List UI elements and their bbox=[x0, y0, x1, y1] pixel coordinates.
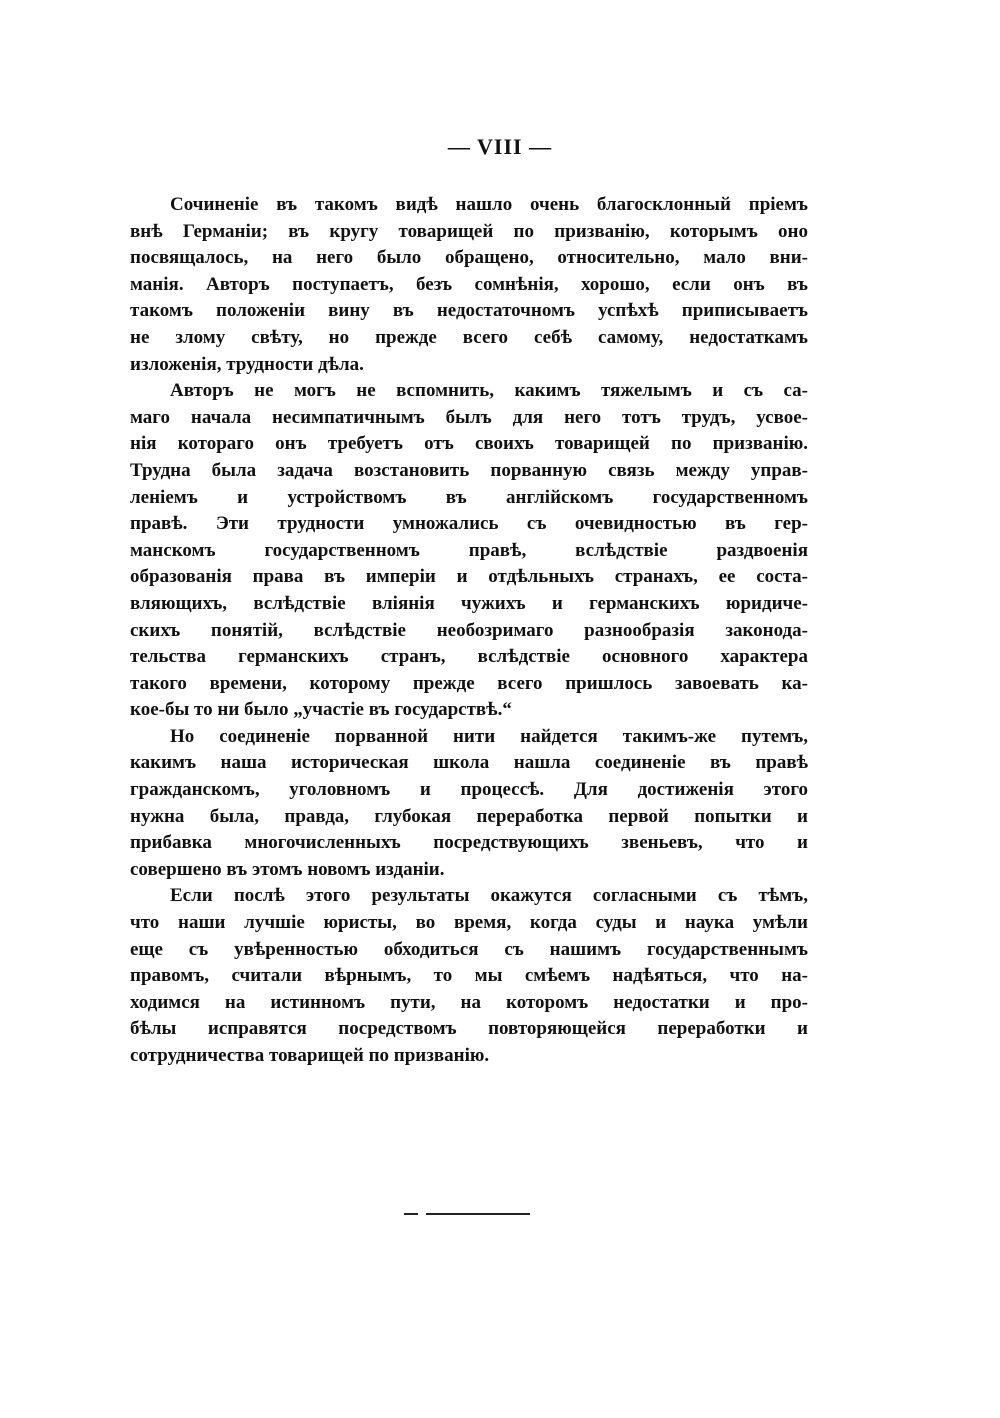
end-ornament-rule bbox=[404, 1212, 530, 1216]
text-line: нія котораго онъ требуетъ отъ своихъ товарищей по призванію. bbox=[130, 433, 808, 455]
text-line: образованія права въ имперіи и отдѣльныхъ странахъ, ее соста- bbox=[130, 566, 808, 588]
text-line: посвящалось, на него было обращено, относительно, мало вни- bbox=[130, 247, 808, 269]
text-line: правѣ. Эти трудности умножались съ очевидностью въ гер- bbox=[130, 513, 808, 535]
text-line: леніемъ и устройствомъ въ англійскомъ государственномъ bbox=[130, 486, 808, 508]
text-line: правомъ, считали вѣрнымъ, то мы смѣемъ надѣяться, что на- bbox=[130, 965, 808, 987]
text-line: Но соединеніе порванной нити найдется такимъ-же путемъ, bbox=[170, 725, 808, 747]
text-line: прибавка многочисленныхъ посредствующихъ звеньевъ, что и bbox=[130, 832, 808, 854]
body-text bbox=[130, 192, 808, 1070]
text-line: такого времени, которому прежде всего пришлось завоевать ка- bbox=[130, 672, 808, 694]
ornament-dash-long bbox=[426, 1213, 530, 1215]
text-line: вляющихъ, вслѣдствіе вліянія чужихъ и германскихъ юридиче- bbox=[130, 592, 808, 614]
text-line: Авторъ не могъ не вспомнить, какимъ тяжелымъ и съ са- bbox=[170, 380, 808, 402]
text-line: внѣ Германіи; въ кругу товарищей по призванію, которымъ оно bbox=[130, 220, 808, 242]
text-line: что наши лучшіе юристы, во время, когда суды и наука умѣли bbox=[130, 912, 808, 934]
text-line: гражданскомъ, уголовномъ и процессѣ. Для достиженія этого bbox=[130, 779, 808, 801]
text-line: манскомъ государственномъ правѣ, вслѣдствіе раздвоенія bbox=[130, 539, 808, 561]
text-line: Сочиненіе въ такомъ видѣ нашло очень благосклонный пріемъ bbox=[170, 194, 808, 215]
text-line: сотрудничества товарищей по призванію. bbox=[130, 1045, 490, 1066]
page-number: — VIII — bbox=[447, 134, 553, 159]
text-line: совершено въ этомъ новомъ изданіи. bbox=[130, 858, 445, 880]
text-line: изложенія, трудности дѣла. bbox=[130, 353, 364, 375]
text-line: ходимся на истинномъ пути, на которомъ недостатки и про- bbox=[130, 991, 808, 1013]
text-line: еще съ увѣренностью обходиться съ нашимъ государственнымъ bbox=[130, 938, 808, 960]
text-line: манія. Авторъ поступаетъ, безъ сомнѣнія, хорошо, если онъ въ bbox=[130, 273, 808, 295]
text-line: бѣлы исправятся посредствомъ повторяющейся переработки и bbox=[130, 1018, 808, 1040]
text-line: такомъ положеніи вину въ недостаточномъ успѣхѣ приписываетъ bbox=[130, 300, 808, 322]
text-line: Трудна была задача возстановить порванную связь между управ- bbox=[130, 459, 808, 481]
text-line: какимъ наша историческая школа нашла соединеніе въ правѣ bbox=[130, 752, 808, 774]
text-line: кое-бы то ни было „участіе въ государствѣ.“ bbox=[130, 699, 512, 721]
text-line: тельства германскихъ странъ, вслѣдствіе основного характера bbox=[130, 646, 808, 668]
text-line: нужна была, правда, глубокая переработка первой попытки и bbox=[130, 805, 808, 827]
ornament-dash-short bbox=[404, 1213, 418, 1215]
text-line: Если послѣ этого результаты окажутся согласными съ тѣмъ, bbox=[170, 885, 808, 907]
text-line: маго начала несимпатичнымъ былъ для него тотъ трудъ, усвое- bbox=[130, 406, 808, 428]
text-line: скихъ понятій, вслѣдствіе необозримаго разнообразія законода- bbox=[130, 619, 808, 641]
text-line: не злому свѣту, но прежде всего себѣ самому, недостаткамъ bbox=[130, 326, 808, 348]
